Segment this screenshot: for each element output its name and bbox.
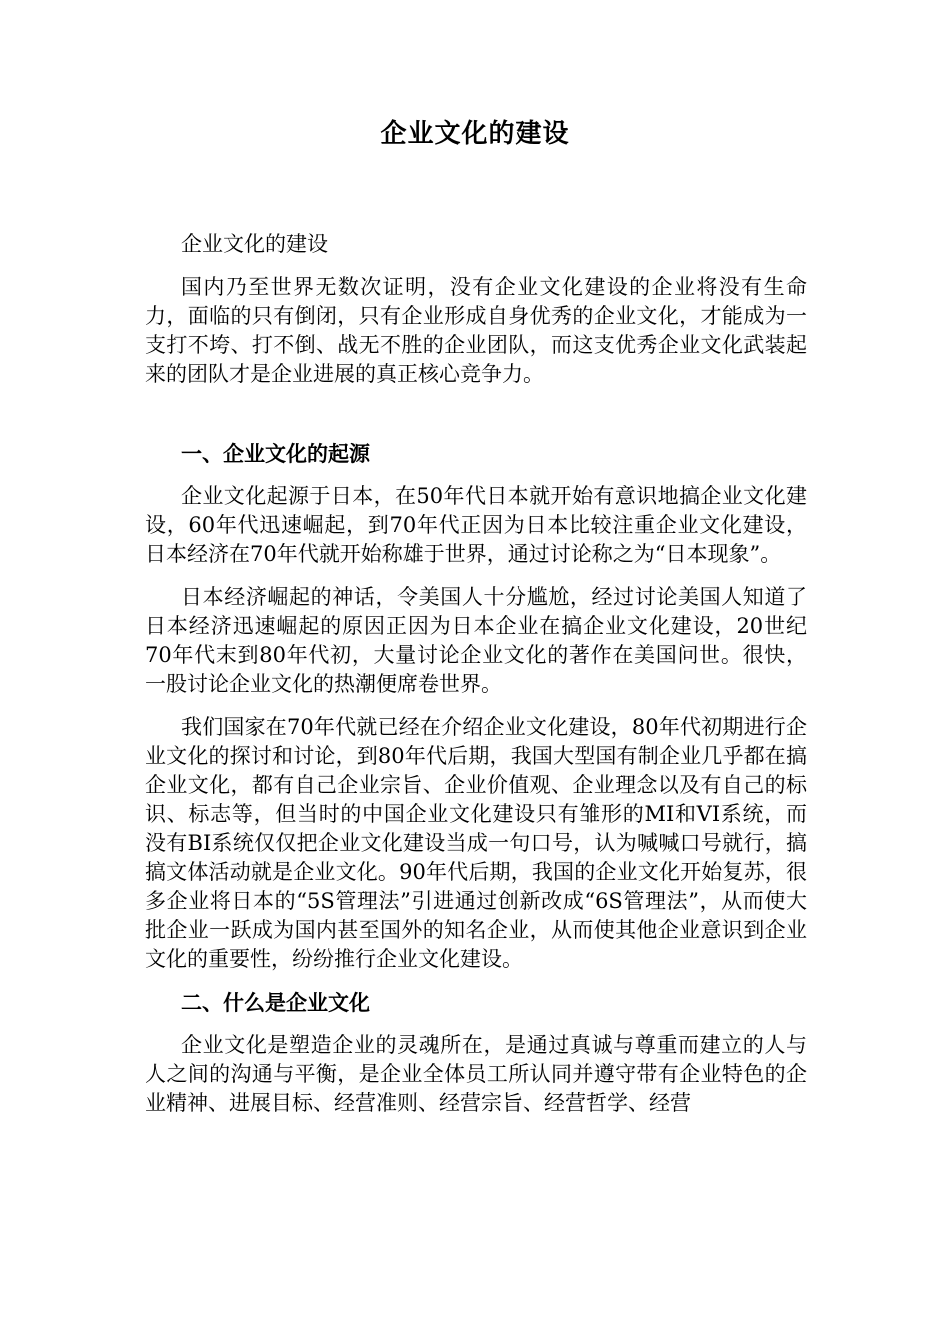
- paragraph-definition-1: 企业文化是塑造企业的灵魂所在，是通过真诚与尊重而建立的人与人之间的沟通与平衡，是企业全体员工所认同并遵守带有企业特色的企业精神、进展目标、经营准则、经营宗旨、经营哲学、经营: [145, 1033, 807, 1115]
- section-heading-definition: 二、什么是企业文化: [181, 990, 370, 1015]
- intro-paragraph: 国内乃至世界无数次证明，没有企业文化建设的企业将没有生命力，面临的只有倒闭，只有企业形成自身优秀的企业文化，才能成为一支打不垮、打不倒、战无不胜的企业团队，而这支优秀企业文化武装起来的团队才是企业进展的真正核心竞争力。: [145, 275, 807, 386]
- section-heading-origin: 一、企业文化的起源: [181, 441, 370, 466]
- document-subtitle: 企业文化的建设: [181, 232, 328, 256]
- paragraph-origin-2: 日本经济崛起的神话，令美国人十分尴尬，经过讨论美国人知道了日本经济迅速崛起的原因正因为日本企业在搞企业文化建设，20世纪70年代末到80年代初，大量讨论企业文化的著作在美国问世。很快，一股讨论企业文化的热潮便席卷世界。: [145, 585, 807, 696]
- document-title: 企业文化的建设: [380, 119, 570, 149]
- paragraph-origin-1: 企业文化起源于日本，在50年代日本就开始有意识地搞企业文化建设，60年代迅速崛起，到70年代正因为日本比较注重企业文化建设，日本经济在70年代就开始称雄于世界，通过讨论称之为“日本现象”。: [145, 484, 807, 566]
- paragraph-origin-3: 我们国家在70年代就已经在介绍企业文化建设，80年代初期进行企业文化的探讨和讨论，到80年代后期，我国大型国有制企业几乎都在搞企业文化，都有自己企业宗旨、企业价值观、企业理念以及有自己的标识、标志等，但当时的中国企业文化建设只有雏形的MI和VI系统，而没有BI系统仅仅把企业文化建设当成一句口号，认为喊喊口号就行，搞搞文体活动就是企业文化。90年代后期，我国的企业文化开始复苏，很多企业将日本的“5S管理法”引进通过创新改成“6S管理法”，从而使大批企业一跃成为国内甚至国外的知名企业，从而使其他企业意识到企业文化的重要性，纷纷推行企业文化建设。: [145, 715, 807, 971]
- document-body: [145, 230, 807, 1132]
